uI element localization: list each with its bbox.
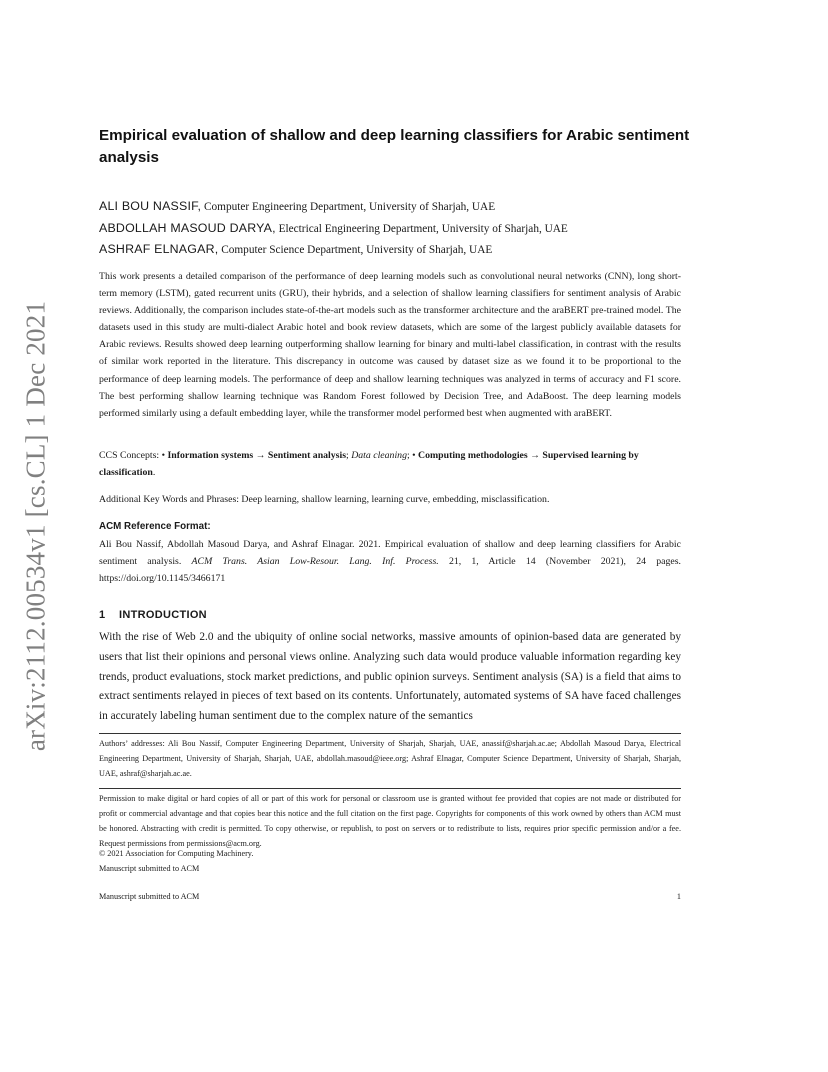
ccs-prefix: CCS Concepts: • — [99, 450, 168, 461]
authors-addresses-footnote: Authors’ addresses: Ali Bou Nassif, Computer Engineering Department, University of Sharjah, Sharjah, UAE, anassif@sharjah.ac.ae; Abdollah Masoud Darya, Electrical Engineering Department, University of Sharjah, Sharjah, UAE, abdollah.masoud@ieee.org; Ashraf Elnagar, Computer Science Department, University of Sharjah, Sharjah, UAE, ashraf@sharjah.ac.ae. — [99, 739, 681, 778]
ccs-end: . — [152, 467, 156, 478]
permission-notice: Permission to make digital or hard copies of all or part of this work for personal or classroom use is granted without fee provided that copies are not made or distributed for profit or commercial advantage and that copies bear this notice and the full citation on the first page. Copyrights for components of this work owned by others than ACM must be honored. Abstracting with credit is permitted. To copy otherwise, or republish, to post on servers or to redistribute to lists, requires prior specific permission and/or a fee. Request permissions from permissions@acm.org. — [99, 794, 681, 848]
paper-title: Empirical evaluation of shallow and deep learning classifiers for Arabic sentiment analysis — [99, 127, 690, 166]
author-affiliation: Computer Engineering Department, University of Sharjah, UAE — [201, 201, 496, 213]
arxiv-identifier: arXiv:2112.00534v1 [cs.CL] 1 Dec 2021 — [20, 300, 51, 752]
keywords: Additional Key Words and Phrases: Deep learning, shallow learning, learning curve, embedding, misclassification. — [99, 494, 550, 505]
footnote-divider — [99, 788, 681, 789]
ccs-separator: ; • — [406, 450, 419, 461]
footnote-divider — [99, 733, 681, 734]
ccs-concepts — [99, 447, 681, 481]
ccs-concept-data-cleaning: Data cleaning — [351, 450, 407, 461]
author-entry — [99, 239, 739, 261]
acm-reference-text: Ali Bou Nassif, Abdollah Masoud Darya, and Ashraf Elnagar. 2021. Empirical evaluation of shallow and deep learning classifiers for Arabic sentiment analysis. — [99, 539, 681, 568]
introduction-paragraph: With the rise of Web 2.0 and the ubiquity of online social networks, massive amounts of opinion-based data are generated by users that list their opinions and personal views online. Analyzing such data would produce valuable information regarding key trends, product evaluations, stock market predictions, and public opinion surveys. Sentiment analysis (SA) is a field that aims to extract sentiments relayed in pieces of text based on its contents. Unfortunately, automated systems of SA have faced challenges in accurately labeling human sentiment due to the complex nature of the semantics — [99, 631, 681, 723]
author-list — [99, 196, 739, 261]
acm-reference — [99, 536, 681, 588]
section-number: 1 — [99, 609, 106, 621]
author-name: ASHRAF ELNAGAR, — [99, 242, 219, 256]
footer-manuscript-label: Manuscript submitted to ACM — [99, 892, 200, 901]
section-title: INTRODUCTION — [119, 609, 207, 621]
author-entry — [99, 196, 739, 218]
ccs-separator: ; — [346, 450, 352, 461]
abstract: This work presents a detailed comparison of the performance of deep learning models such as convolutional neural networks (CNN), long short-term memory (LSTM), gated recurrent units (GRU), their hybrids, and a selection of shallow learning classifiers for sentiment analysis of Arabic reviews. Additionally, the comparison includes state-of-the-art models such as the transformer architecture and the araBERT pre-trained model. The datasets used in this study are multi-dialect Arabic hotel and book review datasets, which are some of the largest publicly available datasets for Arabic reviews. Results showed deep learning outperforming shallow learning for binary and multi-label classification, in contrast with the results of similar work reported in the literature. This discrepancy in outcome was caused by dataset size as we found it to be proportional to the performance of deep learning models. The performance of deep and shallow learning techniques was analyzed in terms of accuracy and F1 score. The best performing shallow learning technique was Random Forest followed by Decision Tree, and AdaBoost. The deep learning models performed similarly using a default embedding layer, while the transformer model performed best when augmented with araBERT. — [99, 271, 681, 419]
ccs-concept-computing-methodologies: Computing methodologies → Supervised learning by classification — [99, 450, 639, 478]
author-name: ALI BOU NASSIF, — [99, 199, 202, 213]
arxiv-sidebar — [14, 296, 58, 756]
ccs-concept-information-systems: Information systems → Sentiment analysis — [167, 450, 347, 461]
copyright-notice: © 2021 Association for Computing Machinery. — [99, 849, 254, 858]
acm-reference-heading: ACM Reference Format: — [99, 521, 211, 532]
manuscript-notice: Manuscript submitted to ACM — [99, 864, 200, 873]
author-name: ABDOLLAH MASOUD DARYA, — [99, 220, 276, 235]
acm-reference-journal: ACM Trans. Asian Low-Resour. Lang. Inf. Process. — [191, 556, 439, 568]
author-affiliation: Electrical Engineering Department, University of Sharjah, UAE — [275, 222, 568, 235]
page-number: 1 — [676, 892, 681, 901]
author-entry — [99, 218, 739, 240]
section-heading — [99, 606, 207, 624]
acm-reference-details: 21, 1, Article 14 (November 2021), 24 pages. https://doi.org/10.1145/3466171 — [99, 556, 681, 585]
author-affiliation: Computer Science Department, University of Sharjah, UAE — [218, 244, 493, 256]
